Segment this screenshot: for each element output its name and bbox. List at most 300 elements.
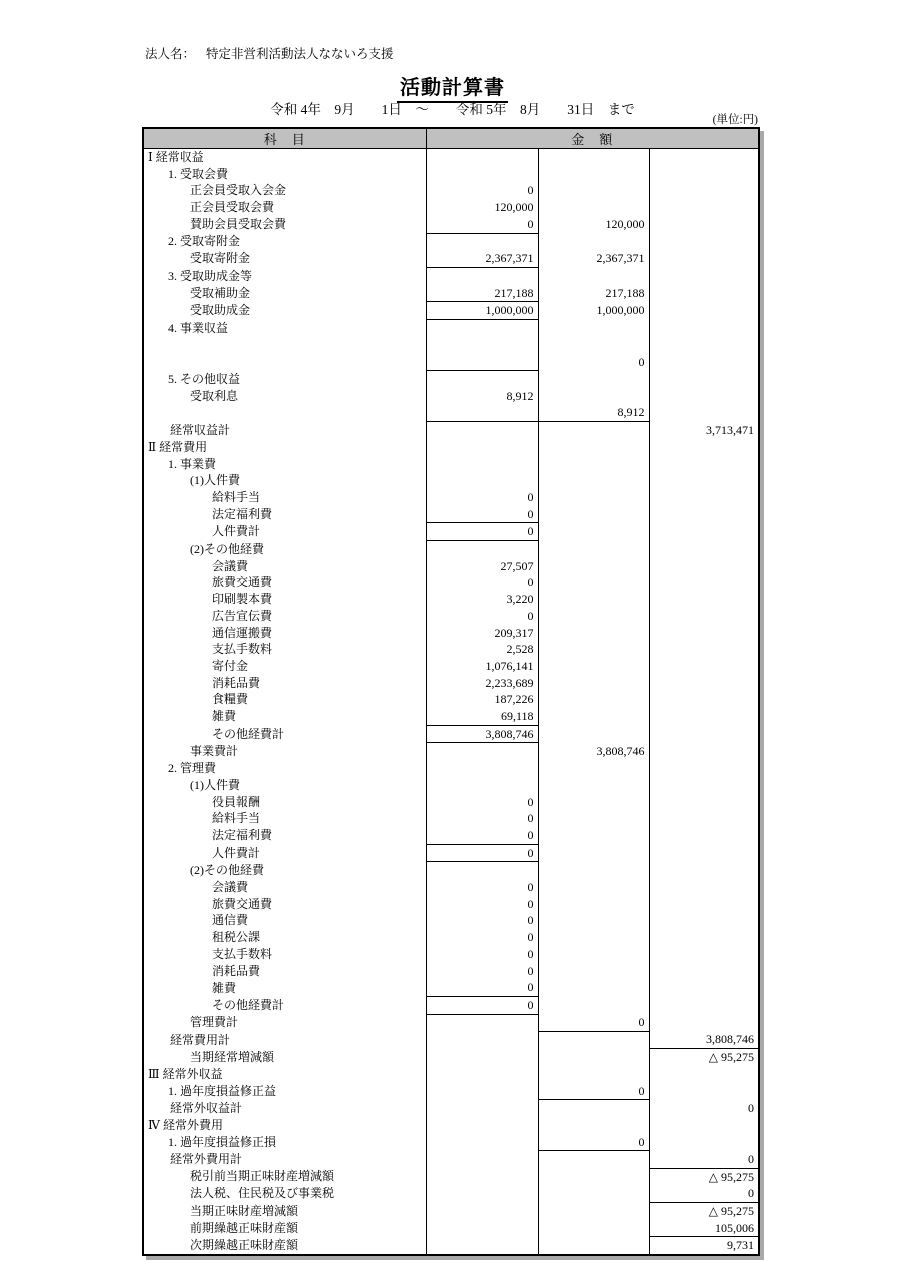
amount-col2-cell: 0	[538, 1083, 649, 1100]
amount-col2-cell: 3,808,746	[538, 743, 649, 760]
subject-cell: 租税公課	[143, 929, 426, 946]
subject-cell: 受取助成金	[143, 302, 426, 320]
amount-col2-cell: 8,912	[538, 404, 649, 421]
table-row	[143, 743, 759, 760]
amount-col3-cell	[649, 302, 759, 320]
amount-col1-cell	[426, 1134, 538, 1151]
amount-col2-cell	[538, 1117, 649, 1134]
amount-col2-cell	[538, 182, 649, 199]
amount-col1-cell: 3,220	[426, 591, 538, 608]
header-amount: 金 額	[426, 128, 759, 149]
table-row	[143, 1185, 759, 1202]
amount-col1-cell: 69,118	[426, 708, 538, 725]
amount-col1-cell: 209,317	[426, 625, 538, 642]
table-row	[143, 641, 759, 658]
amount-col2-cell	[538, 979, 649, 996]
amount-col3-cell	[649, 810, 759, 827]
amount-col3-cell	[649, 506, 759, 523]
amount-col3-cell	[649, 404, 759, 421]
table-row	[143, 1151, 759, 1168]
amount-col3-cell	[649, 591, 759, 608]
amount-col2-cell	[538, 1237, 649, 1255]
table-row	[143, 963, 759, 980]
amount-col3-cell	[649, 166, 759, 183]
subject-cell: 税引前当期正味財産増減額	[143, 1168, 426, 1185]
amount-col2-cell	[538, 1220, 649, 1237]
amount-col1-cell	[426, 862, 538, 879]
header-subject: 科 目	[143, 128, 426, 149]
amount-col3-cell	[649, 963, 759, 980]
unit-note: (単位:円)	[712, 114, 758, 126]
amount-col2-cell	[538, 439, 649, 456]
amount-col3-cell	[649, 216, 759, 233]
corporation-label: 法人名：	[145, 47, 196, 61]
amount-col1-cell	[426, 1100, 538, 1117]
amount-col2-cell	[538, 1031, 649, 1048]
table-row	[143, 794, 759, 811]
amount-col1-cell	[426, 777, 538, 794]
subject-cell: Ⅲ 経常外収益	[143, 1066, 426, 1083]
table-row	[143, 456, 759, 473]
subject-cell: 受取寄附金	[143, 250, 426, 267]
amount-col1-cell	[426, 456, 538, 473]
subject-cell: 4. 事業収益	[143, 320, 426, 337]
amount-col2-cell	[538, 827, 649, 844]
subject-cell: 受取利息	[143, 388, 426, 405]
table-row	[143, 997, 759, 1015]
amount-col3-cell	[649, 1117, 759, 1134]
amount-col1-cell	[426, 337, 538, 354]
table-row	[143, 591, 759, 608]
amount-col2-cell	[538, 810, 649, 827]
amount-col1-cell	[426, 233, 538, 250]
table-row	[143, 1168, 759, 1185]
amount-col3-cell	[649, 725, 759, 743]
amount-col2-cell	[538, 725, 649, 743]
amount-col2-cell	[538, 337, 649, 354]
amount-col3-cell	[649, 541, 759, 558]
subject-cell: 2. 管理費	[143, 760, 426, 777]
amount-col2-cell	[538, 675, 649, 692]
amount-col1-cell: 0	[426, 794, 538, 811]
amount-col1-cell	[426, 1220, 538, 1237]
subject-cell: Ⅰ 経常収益	[143, 149, 426, 166]
amount-col2-cell	[538, 912, 649, 929]
subject-cell: 役員報酬	[143, 794, 426, 811]
table-row	[143, 1100, 759, 1117]
amount-col2-cell: 217,188	[538, 285, 649, 302]
subject-cell: 消耗品費	[143, 675, 426, 692]
subject-cell: その他経費計	[143, 725, 426, 743]
amount-col3-cell	[649, 608, 759, 625]
table-row	[143, 608, 759, 625]
table-row	[143, 810, 759, 827]
amount-col1-cell: 1,076,141	[426, 658, 538, 675]
table-row	[143, 541, 759, 558]
amount-col3-cell	[649, 285, 759, 302]
amount-col2-cell	[538, 760, 649, 777]
table-row	[143, 472, 759, 489]
subject-cell: 支払手数料	[143, 946, 426, 963]
amount-col3-cell: 0	[649, 1185, 759, 1202]
amount-col2-cell: 0	[538, 353, 649, 370]
amount-col2-cell	[538, 320, 649, 337]
amount-col1-cell: 0	[426, 574, 538, 591]
amount-col2-cell	[538, 946, 649, 963]
subject-cell: 2. 受取寄附金	[143, 233, 426, 250]
amount-col3-cell	[649, 456, 759, 473]
table-row	[143, 267, 759, 284]
amount-col2-cell	[538, 777, 649, 794]
amount-col2-cell	[538, 1168, 649, 1185]
table-row	[143, 302, 759, 320]
subject-cell: 給料手当	[143, 489, 426, 506]
amount-col1-cell: 0	[426, 182, 538, 199]
table-row	[143, 946, 759, 963]
table-row	[143, 708, 759, 725]
amount-col1-cell	[426, 422, 538, 439]
statement-table	[142, 127, 760, 1256]
amount-col1-cell	[426, 1117, 538, 1134]
amount-col3-cell	[649, 641, 759, 658]
amount-col2-cell	[538, 794, 649, 811]
amount-col3-cell	[649, 675, 759, 692]
amount-col2-cell	[538, 149, 649, 166]
subject-cell: (1)人件費	[143, 472, 426, 489]
amount-col3-cell	[649, 844, 759, 862]
amount-col1-cell: 0	[426, 929, 538, 946]
amount-col2-cell	[538, 862, 649, 879]
amount-col2-cell	[538, 625, 649, 642]
subject-cell: (2)その他経費	[143, 862, 426, 879]
subject-cell: 経常費用計	[143, 1031, 426, 1048]
table-row	[143, 320, 759, 337]
amount-col3-cell	[649, 1134, 759, 1151]
subject-cell: 法定福利費	[143, 827, 426, 844]
subject-cell: 経常外収益計	[143, 1100, 426, 1117]
amount-col1-cell: 0	[426, 216, 538, 233]
subject-cell: Ⅱ 経常費用	[143, 439, 426, 456]
subject-cell: 通信費	[143, 912, 426, 929]
amount-col3-cell	[649, 199, 759, 216]
amount-col3-cell	[649, 233, 759, 250]
amount-col2-cell	[538, 558, 649, 575]
amount-col2-cell	[538, 658, 649, 675]
subject-cell: 広告宣伝費	[143, 608, 426, 625]
amount-col1-cell	[426, 267, 538, 284]
amount-col3-cell: △ 95,275	[708, 1050, 755, 1065]
amount-col1-cell: 0	[426, 810, 538, 827]
amount-col3-cell	[649, 574, 759, 591]
amount-col2-cell	[538, 879, 649, 896]
amount-col1-cell	[426, 760, 538, 777]
subject-cell: 5. その他収益	[143, 371, 426, 388]
amount-col3-cell	[649, 997, 759, 1015]
amount-col1-cell	[426, 1237, 538, 1255]
amount-col1-cell	[426, 166, 538, 183]
subject-cell: 1. 過年度損益修正益	[143, 1083, 426, 1100]
amount-col1-cell	[426, 1066, 538, 1083]
table-row	[143, 912, 759, 929]
table-row	[143, 422, 759, 439]
subject-cell: (1)人件費	[143, 777, 426, 794]
amount-col2-cell	[538, 997, 649, 1015]
amount-col3-cell	[649, 625, 759, 642]
subject-cell	[143, 337, 426, 354]
table-row	[143, 691, 759, 708]
amount-col3-cell	[649, 896, 759, 913]
amount-col2-cell	[538, 844, 649, 862]
table-row	[143, 862, 759, 879]
table-row	[143, 844, 759, 862]
amount-col3-cell	[649, 267, 759, 284]
table-row	[143, 725, 759, 743]
table-row	[143, 929, 759, 946]
amount-col1-cell	[426, 1202, 538, 1219]
subject-cell: 支払手数料	[143, 641, 426, 658]
page-title: 活動計算書	[397, 71, 508, 103]
amount-col2-cell	[538, 199, 649, 216]
amount-col1-cell	[426, 439, 538, 456]
amount-col2-cell: 0	[538, 1134, 649, 1151]
amount-col3-cell: △ 95,275	[708, 1169, 755, 1184]
subject-cell: 正会員受取入会金	[143, 182, 426, 199]
amount-col2-cell: 0	[538, 1014, 649, 1031]
table-row	[143, 285, 759, 302]
subject-cell: 旅費交通費	[143, 896, 426, 913]
subject-cell: 賛助会員受取会費	[143, 216, 426, 233]
amount-col3-cell	[649, 523, 759, 541]
table-row	[143, 896, 759, 913]
statement-table-body	[143, 149, 759, 1256]
amount-col1-cell: 0	[426, 523, 538, 541]
amount-col1-cell: 1,000,000	[426, 302, 538, 320]
amount-col3-cell	[649, 337, 759, 354]
subject-cell: 食糧費	[143, 691, 426, 708]
amount-col3-cell	[649, 862, 759, 879]
subject-cell: 印刷製本費	[143, 591, 426, 608]
subject-cell: 法人税、住民税及び事業税	[143, 1185, 426, 1202]
table-row	[143, 1117, 759, 1134]
table-row	[143, 1202, 759, 1219]
table-row	[143, 1014, 759, 1031]
amount-col1-cell: 2,233,689	[426, 675, 538, 692]
corporation-name: 特定非営利活動法人なないろ支援	[206, 47, 394, 61]
amount-col1-cell: 0	[426, 506, 538, 523]
amount-col1-cell: 0	[426, 844, 538, 862]
amount-col3-cell: 105,006	[649, 1220, 759, 1237]
table-row	[143, 1066, 759, 1083]
amount-col2-cell	[538, 1185, 649, 1202]
amount-col3-cell	[649, 658, 759, 675]
table-row	[143, 777, 759, 794]
amount-col1-cell	[426, 1031, 538, 1048]
amount-col2-cell: 1,000,000	[538, 302, 649, 320]
subject-cell: 正会員受取会費	[143, 199, 426, 216]
amount-col1-cell	[426, 404, 538, 421]
amount-col2-cell	[538, 422, 649, 439]
subject-cell: 経常外費用計	[143, 1151, 426, 1168]
amount-col3-cell: 9,731	[649, 1237, 759, 1255]
amount-col2-cell	[538, 523, 649, 541]
amount-col1-cell: 0	[426, 912, 538, 929]
table-row	[143, 1134, 759, 1151]
subject-cell	[143, 353, 426, 370]
amount-col2-cell	[538, 166, 649, 183]
amount-col3-cell	[649, 149, 759, 166]
subject-cell: 雑費	[143, 708, 426, 725]
statement-table-header	[143, 128, 759, 149]
amount-col2-cell: 120,000	[538, 216, 649, 233]
amount-col3-cell: 3,713,471	[706, 422, 755, 437]
subject-cell: 次期繰越正味財産額	[143, 1237, 426, 1255]
subject-cell: 通信運搬費	[143, 625, 426, 642]
amount-col1-cell	[426, 1083, 538, 1100]
amount-col1-cell: 0	[426, 997, 538, 1015]
table-row	[143, 1031, 759, 1048]
amount-col3-cell	[649, 879, 759, 896]
amount-col2-cell	[538, 456, 649, 473]
table-row	[143, 233, 759, 250]
amount-col1-cell: 8,912	[426, 388, 538, 405]
amount-col3-cell	[649, 489, 759, 506]
amount-col3-cell	[649, 1083, 759, 1100]
subject-cell: 経常収益計	[143, 422, 426, 439]
amount-col1-cell: 0	[426, 896, 538, 913]
table-row	[143, 404, 759, 421]
table-row	[143, 149, 759, 166]
amount-col3-cell	[649, 182, 759, 199]
table-row	[143, 760, 759, 777]
amount-col3-cell: △ 95,275	[708, 1203, 755, 1218]
amount-col2-cell	[538, 1151, 649, 1168]
amount-col3-cell	[649, 929, 759, 946]
subject-cell: 当期経常増減額	[143, 1049, 426, 1066]
amount-col1-cell	[426, 541, 538, 558]
table-row	[143, 250, 759, 267]
subject-cell: 3. 受取助成金等	[143, 267, 426, 284]
amount-col3-cell	[649, 912, 759, 929]
table-row	[143, 489, 759, 506]
amount-col1-cell: 0	[426, 979, 538, 996]
amount-col3-cell	[649, 439, 759, 456]
amount-col1-cell: 217,188	[426, 285, 538, 302]
amount-col1-cell	[426, 1151, 538, 1168]
amount-col2-cell	[538, 1049, 649, 1066]
amount-col3-cell	[649, 250, 759, 267]
amount-col3-cell	[649, 827, 759, 844]
subject-cell: 当期正味財産増減額	[143, 1202, 426, 1219]
amount-col1-cell	[426, 371, 538, 388]
table-row	[143, 182, 759, 199]
amount-col2-cell	[538, 929, 649, 946]
subject-cell: 会議費	[143, 879, 426, 896]
amount-col3-cell	[649, 708, 759, 725]
subject-cell: Ⅳ 経常外費用	[143, 1117, 426, 1134]
subject-cell: 消耗品費	[143, 963, 426, 980]
amount-col2-cell	[538, 1066, 649, 1083]
amount-col1-cell: 0	[426, 963, 538, 980]
table-row	[143, 827, 759, 844]
amount-col3-cell	[649, 777, 759, 794]
amount-col1-cell	[426, 353, 538, 370]
amount-col1-cell: 0	[426, 489, 538, 506]
table-row	[143, 199, 759, 216]
amount-col2-cell	[538, 541, 649, 558]
table-row	[143, 879, 759, 896]
subject-cell: 1. 過年度損益修正損	[143, 1134, 426, 1151]
amount-col2-cell	[538, 896, 649, 913]
subject-cell: 前期繰越正味財産額	[143, 1220, 426, 1237]
subject-cell: 受取補助金	[143, 285, 426, 302]
subject-cell: 1. 事業費	[143, 456, 426, 473]
amount-col3-cell	[649, 691, 759, 708]
subject-cell: その他経費計	[143, 997, 426, 1015]
subject-cell: 管理費計	[143, 1014, 426, 1031]
subject-cell: 会議費	[143, 558, 426, 575]
table-row	[143, 439, 759, 456]
subject-cell	[143, 404, 426, 421]
amount-col1-cell: 0	[426, 879, 538, 896]
amount-col1-cell: 2,528	[426, 641, 538, 658]
amount-col3-cell	[649, 472, 759, 489]
table-row	[143, 658, 759, 675]
amount-col3-cell: 0	[649, 1151, 759, 1168]
table-row	[143, 506, 759, 523]
amount-col1-cell: 2,367,371	[426, 250, 538, 267]
amount-col1-cell: 0	[426, 827, 538, 844]
amount-col2-cell	[538, 489, 649, 506]
table-row	[143, 625, 759, 642]
amount-col1-cell: 187,226	[426, 691, 538, 708]
amount-col3-cell	[649, 1066, 759, 1083]
amount-col2-cell	[538, 388, 649, 405]
table-row	[143, 523, 759, 541]
subject-cell: 事業費計	[143, 743, 426, 760]
amount-col1-cell	[426, 1049, 538, 1066]
amount-col3-cell	[649, 353, 759, 370]
amount-col2-cell	[538, 233, 649, 250]
amount-col2-cell	[538, 574, 649, 591]
amount-col1-cell: 3,808,746	[426, 725, 538, 743]
amount-col2-cell	[538, 608, 649, 625]
amount-col1-cell: 0	[426, 946, 538, 963]
amount-col3-cell: 0	[748, 1100, 755, 1115]
table-row	[143, 1083, 759, 1100]
amount-col3-cell	[649, 558, 759, 575]
amount-col1-cell	[426, 320, 538, 337]
subject-cell: 人件費計	[143, 844, 426, 862]
table-row	[143, 574, 759, 591]
amount-col3-cell	[649, 979, 759, 996]
amount-col2-cell: 2,367,371	[538, 250, 649, 267]
table-row	[143, 558, 759, 575]
amount-col3-cell	[649, 388, 759, 405]
amount-col2-cell	[538, 641, 649, 658]
table-row	[143, 166, 759, 183]
table-row	[143, 353, 759, 370]
table-row	[143, 1237, 759, 1255]
amount-col2-cell	[538, 591, 649, 608]
subject-cell: 旅費交通費	[143, 574, 426, 591]
amount-col1-cell: 120,000	[426, 199, 538, 216]
amount-col1-cell	[426, 1168, 538, 1185]
amount-col1-cell	[426, 1185, 538, 1202]
table-row	[143, 1049, 759, 1066]
amount-col2-cell	[538, 1100, 649, 1117]
amount-col2-cell	[538, 371, 649, 388]
amount-col2-cell	[538, 506, 649, 523]
